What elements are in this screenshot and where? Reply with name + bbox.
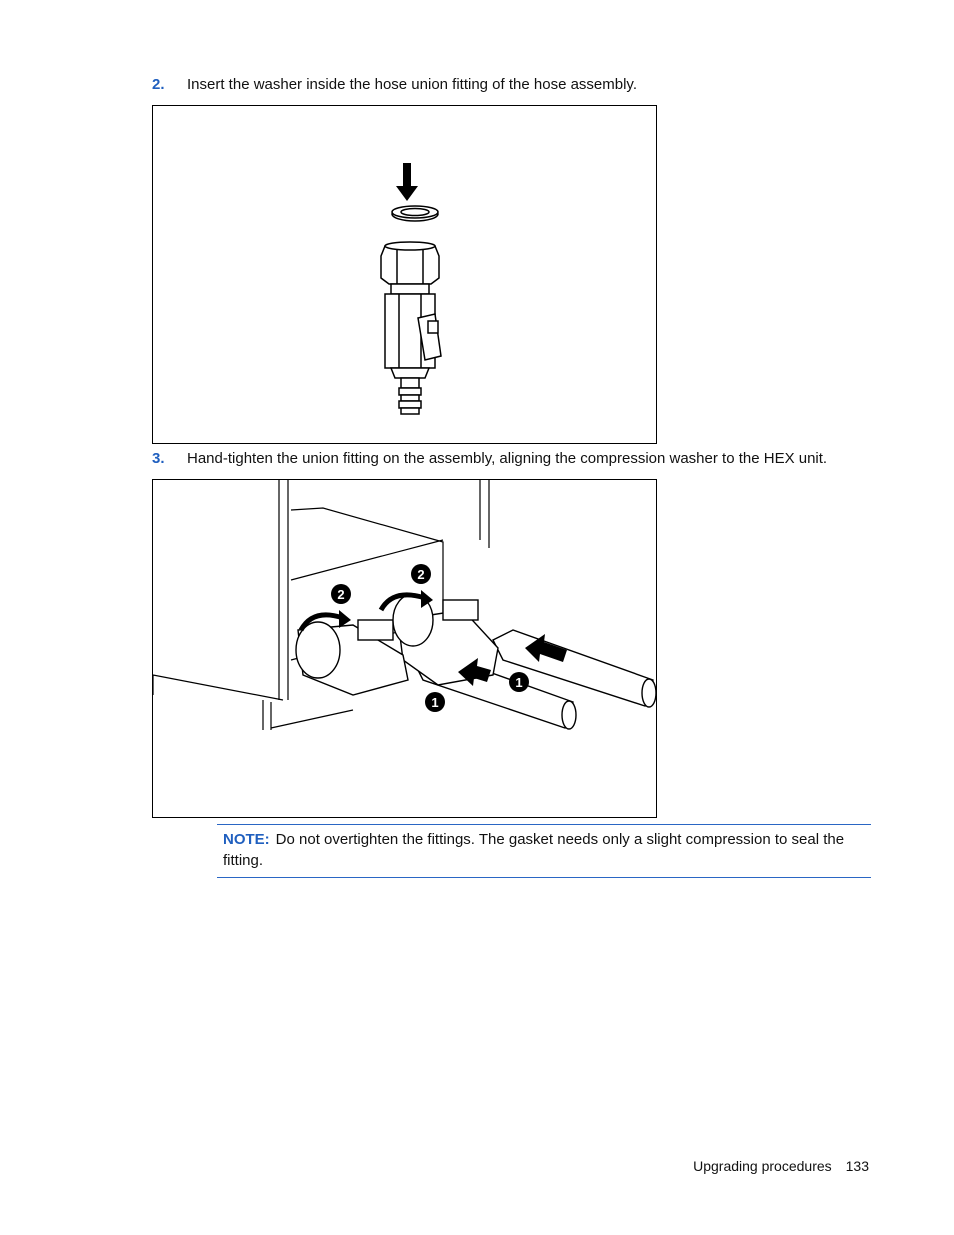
callout-label: 1	[515, 675, 523, 690]
callout-label: 2	[337, 587, 345, 602]
step-number: 2.	[152, 76, 165, 93]
callout-label: 2	[417, 567, 425, 582]
footer-section: Upgrading procedures	[693, 1158, 832, 1174]
figure-washer-insertion	[152, 105, 657, 444]
hose-union-fitting-icon	[381, 242, 441, 414]
note-label: NOTE:	[223, 831, 270, 848]
step-3	[152, 450, 827, 467]
step-text: Hand-tighten the union fitting on the assembly, aligning the compression washer to the HEX unit.	[187, 450, 828, 467]
step-2	[152, 76, 637, 93]
callout-1-upper	[509, 672, 529, 692]
hex-unit-frame	[153, 480, 489, 730]
step-text: Insert the washer inside the hose union fitting of the hose assembly.	[187, 76, 637, 93]
washer-hose-illustration	[153, 106, 656, 443]
note-box	[217, 824, 871, 878]
step-number: 3.	[152, 450, 165, 467]
hand-tighten-illustration	[153, 480, 656, 817]
callout-2-left	[331, 584, 351, 604]
callout-label: 1	[431, 695, 439, 710]
page-number: 133	[845, 1158, 869, 1174]
down-arrow-icon	[396, 163, 418, 201]
callout-2-right	[411, 564, 431, 584]
washer-icon	[392, 206, 438, 221]
note-text: Do not overtighten the fittings. The gasket needs only a slight compression to seal the fitting.	[223, 831, 845, 869]
callout-1-lower	[425, 692, 445, 712]
figure-hand-tighten	[152, 479, 657, 818]
page-footer	[693, 1158, 869, 1174]
